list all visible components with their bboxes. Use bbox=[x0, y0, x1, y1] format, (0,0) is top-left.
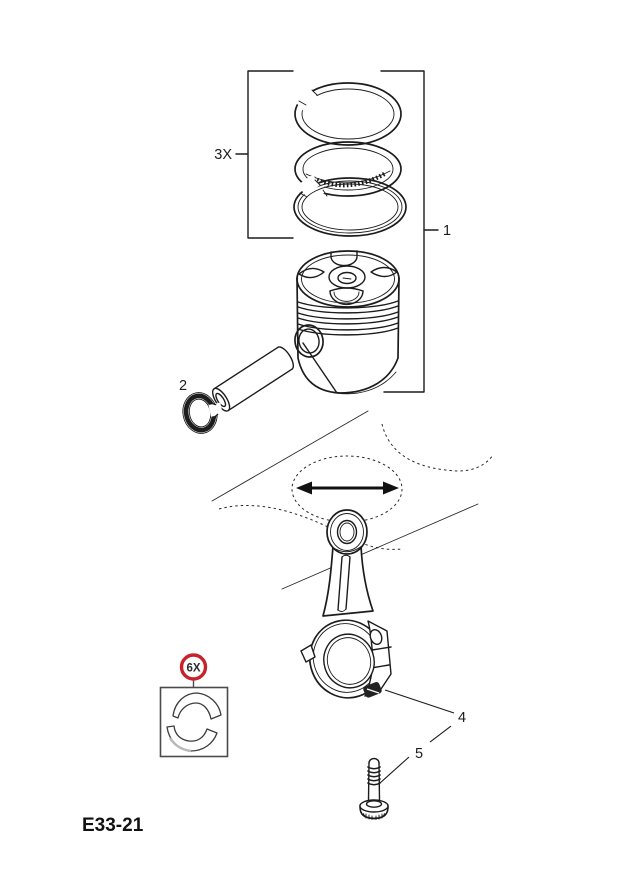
label-bolt[interactable]: 5 bbox=[414, 746, 424, 762]
snap-ring bbox=[179, 388, 226, 436]
width-arrow bbox=[296, 482, 399, 495]
label-bearing-quantity[interactable]: 6X bbox=[186, 662, 201, 675]
label-connecting-rod-cap[interactable]: 4 bbox=[457, 710, 467, 726]
label-snap-ring[interactable]: 2 bbox=[178, 378, 188, 394]
bolt bbox=[360, 759, 388, 820]
piston-ring-top bbox=[295, 83, 401, 145]
bracket-rings bbox=[236, 71, 293, 238]
bearing-shells-panel bbox=[161, 655, 228, 757]
quantity-badge[interactable] bbox=[182, 655, 206, 679]
diagram-code: E33-21 bbox=[82, 815, 144, 836]
leader-line-mid bbox=[430, 726, 451, 742]
label-piston-assembly[interactable]: 1 bbox=[443, 223, 452, 239]
piston-pin bbox=[209, 344, 296, 413]
connecting-rod bbox=[300, 510, 394, 708]
piston bbox=[292, 251, 399, 394]
bracket-piston-assembly bbox=[381, 71, 438, 392]
label-rings-quantity[interactable]: 3X bbox=[214, 147, 232, 163]
piston-ring-oil bbox=[294, 175, 406, 236]
leader-line-bolt bbox=[380, 757, 409, 783]
leader-line-rod-cap bbox=[385, 690, 454, 713]
